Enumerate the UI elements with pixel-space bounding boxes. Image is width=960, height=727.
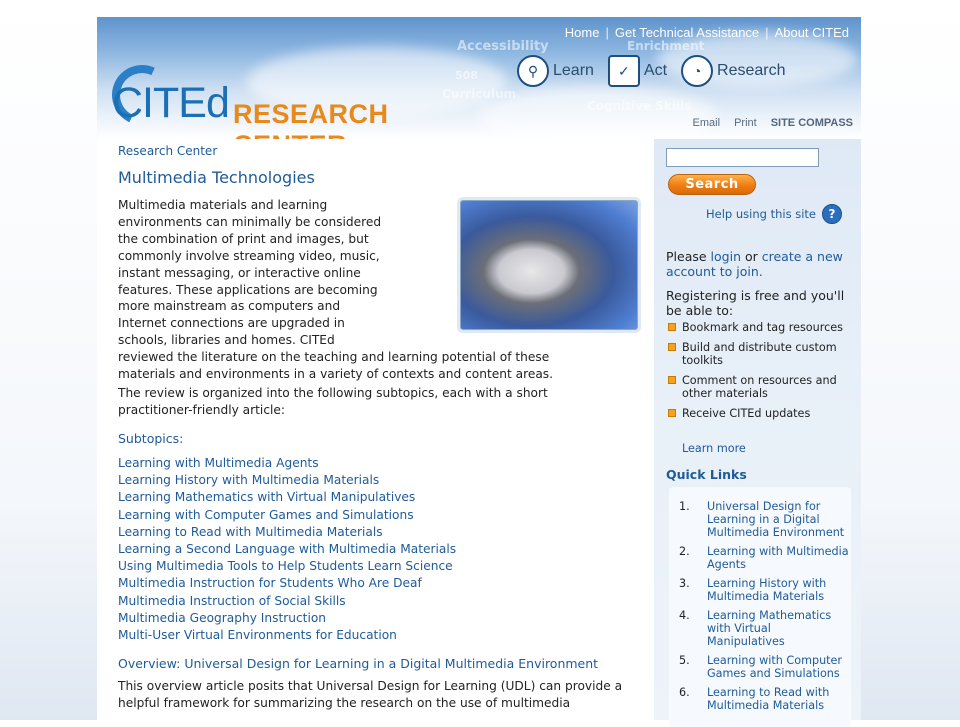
overview-paragraph: This overview article posits that Universal Design for Learning (UDL) can provide a helpful framework for summarizing the research on the use of multimedia xyxy=(118,679,623,710)
subtopics-list xyxy=(118,455,456,644)
nav-technical-assistance-link[interactable]: Get Technical Assistance xyxy=(614,25,760,40)
quick-link-item xyxy=(679,686,849,712)
bg-word: Cognitive Skills xyxy=(587,99,692,113)
login-link[interactable]: login xyxy=(710,249,741,264)
quick-link-item xyxy=(679,577,849,603)
bullet-icon xyxy=(668,323,676,331)
quick-link[interactable]: Learning to Read with Multimedia Materials xyxy=(707,685,830,713)
tab-learn-label: Learn xyxy=(553,62,594,79)
quick-link-number: 3. xyxy=(679,577,690,591)
subtopic-link[interactable]: Learning Mathematics with Virtual Manipulatives xyxy=(118,490,416,505)
feature-item xyxy=(667,321,857,334)
site-compass-link[interactable]: SITE COMPASS xyxy=(770,117,853,129)
review-paragraph: The review is organized into the following subtopics, each with a short practitioner-friendly article: xyxy=(118,386,548,417)
nav-separator: | xyxy=(765,25,769,40)
quick-links-heading: Quick Links xyxy=(666,467,747,482)
bg-word: 508 xyxy=(455,69,478,82)
intro-text: Multimedia materials and learning environments can minimally be considered the combination of print and images, but commonly involve streaming video, music, instant messaging, or interactive online features. These applications are becoming more mainstream as computers and Internet connections are upgraded in schools, libraries and homes. CITEd reviewed the literature on the teaching and learning potential of these materials and environments in a variety of contexts and content areas. xyxy=(118,198,554,382)
subtopic-link[interactable]: Learning with Multimedia Agents xyxy=(118,456,319,470)
feature-item xyxy=(667,374,857,400)
login-prefix: Please xyxy=(666,249,711,264)
subtopic-link[interactable]: Learning a Second Language with Multimedia Materials xyxy=(118,542,457,557)
subtopic-link[interactable]: Using Multimedia Tools to Help Students Learn Science xyxy=(118,559,453,574)
page-title: Multimedia Technologies xyxy=(118,168,315,187)
utility-nav xyxy=(693,117,853,129)
tab-act-label: Act xyxy=(643,62,668,79)
quick-link-item xyxy=(679,500,849,540)
main-tabs xyxy=(511,54,792,88)
nav-separator: | xyxy=(605,25,609,40)
subtopic-link[interactable]: Multimedia Instruction for Students Who Are Deaf xyxy=(118,576,422,591)
main-content xyxy=(105,139,645,720)
tab-research-label: Research xyxy=(717,62,786,79)
overview-link[interactable]: Overview: Universal Design for Learning in a Digital Multimedia Environment xyxy=(118,656,599,671)
right-sidebar xyxy=(654,139,861,720)
feature-text: Bookmark and tag resources xyxy=(682,321,843,334)
login-mid: or xyxy=(741,249,762,264)
tab-research[interactable] xyxy=(675,54,791,88)
quick-link-number: 5. xyxy=(679,654,690,668)
hand-on-mouse-photo xyxy=(460,200,638,330)
search-input[interactable] xyxy=(666,148,819,167)
tab-learn[interactable] xyxy=(511,54,600,88)
quick-link-number: 4. xyxy=(679,608,690,622)
subtopic-link[interactable]: Multi-User Virtual Environments for Education xyxy=(118,628,397,643)
bullet-icon xyxy=(668,343,676,351)
quick-link[interactable]: Learning with Computer Games and Simulations xyxy=(707,654,843,681)
quick-link[interactable]: Learning Mathematics with Virtual Manipulatives xyxy=(707,608,832,649)
register-text: Registering is free and you'll be able to: xyxy=(666,288,845,318)
quick-links-list xyxy=(679,500,849,718)
search-button[interactable]: Search xyxy=(668,174,756,195)
feature-item xyxy=(667,341,857,367)
breadcrumb[interactable]: Research Center xyxy=(118,144,218,158)
feature-text: Receive CITEd updates xyxy=(682,406,811,420)
quick-link-number: 2. xyxy=(679,545,690,559)
quick-link-number: 6. xyxy=(679,685,690,699)
magnifier-icon: ⚲ xyxy=(517,55,549,87)
print-link[interactable]: Print xyxy=(734,117,757,129)
nav-about-link[interactable]: About CITEd xyxy=(774,25,849,40)
question-mark-icon[interactable]: ? xyxy=(822,204,842,224)
create-account-link[interactable]: create a new account to join. xyxy=(666,249,843,279)
quick-link-number: 1. xyxy=(679,500,690,513)
quick-link[interactable]: Learning with Multimedia Agents xyxy=(707,545,849,572)
top-nav xyxy=(565,25,849,40)
quick-link-item xyxy=(679,609,849,649)
feature-text: Comment on resources and other materials xyxy=(682,373,837,400)
bg-word: Accessibility xyxy=(457,39,549,54)
bg-word: Curriculum xyxy=(442,87,517,101)
login-prompt xyxy=(666,250,856,279)
feature-text: Build and distribute custom toolkits xyxy=(682,340,837,367)
subtopics-heading: Subtopics: xyxy=(118,431,184,446)
quick-link-item xyxy=(679,654,849,680)
help-link-row[interactable] xyxy=(706,204,842,224)
subtopic-link[interactable]: Learning to Read with Multimedia Materials xyxy=(118,524,383,539)
subtopic-link[interactable]: Learning with Computer Games and Simulations xyxy=(118,507,414,522)
bullet-icon xyxy=(668,376,676,384)
logo-text: CITEd xyxy=(112,79,229,127)
checkbox-icon: ✓ xyxy=(608,55,640,87)
feature-item xyxy=(667,407,857,420)
features-list xyxy=(667,321,857,426)
bullet-icon xyxy=(668,409,676,417)
tab-act[interactable] xyxy=(602,54,673,88)
pie-chart-icon: ◔ xyxy=(681,55,713,87)
nav-home-link[interactable]: Home xyxy=(564,25,600,40)
email-link[interactable]: Email xyxy=(692,117,721,129)
quick-link[interactable]: Universal Design for Learning in a Digital Multimedia Environment xyxy=(707,500,845,540)
quick-link[interactable]: Learning History with Multimedia Materials xyxy=(707,577,827,604)
quick-link-item xyxy=(679,545,849,571)
learn-more-link[interactable]: Learn more xyxy=(682,442,746,455)
subtopic-link[interactable]: Multimedia Geography Instruction xyxy=(118,610,327,625)
page-container xyxy=(97,17,861,720)
site-header xyxy=(97,17,861,139)
logo-subtitle: RESEARCH xyxy=(233,99,389,129)
bg-word: Enrichment xyxy=(627,39,705,53)
cited-logo[interactable] xyxy=(112,65,442,133)
subtopic-link[interactable]: Learning History with Multimedia Materials xyxy=(118,473,380,488)
help-link[interactable]: Help using this site xyxy=(706,207,817,221)
subtopic-link[interactable]: Multimedia Instruction of Social Skills xyxy=(118,593,346,608)
